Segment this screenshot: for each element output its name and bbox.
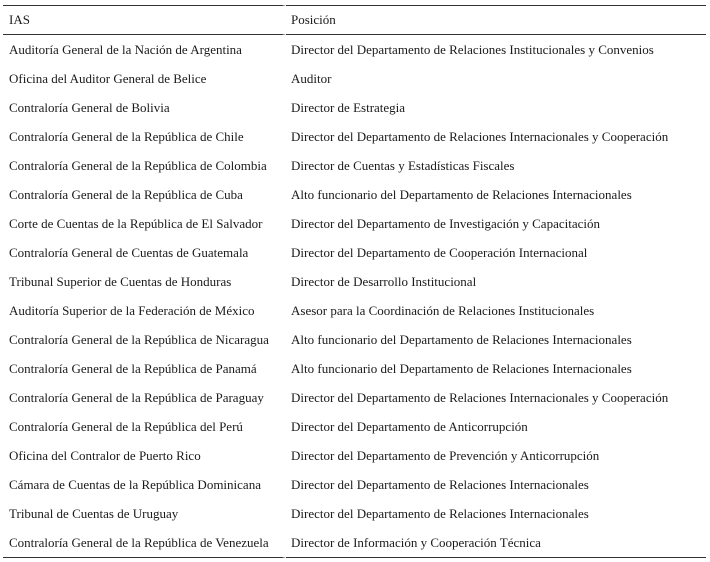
cell-posicion: Director del Departamento de Prevención y Anticorrupción	[291, 447, 600, 463]
ias-positions-table-container	[3, 5, 706, 558]
cell-posicion: Alto funcionario del Departamento de Relaciones Internacionales	[291, 331, 632, 347]
cell-posicion: Auditor	[291, 70, 332, 86]
table-row	[3, 383, 706, 412]
cell-ias: Auditoría General de la Nación de Argentina	[3, 35, 286, 64]
table-row	[3, 325, 706, 354]
cell-posicion: Director del Departamento de Relaciones Internacionales y Cooperación	[291, 128, 669, 144]
cell-ias: Contraloría General de Bolivia	[3, 93, 286, 122]
cell-posicion: Director del Departamento de Cooperación Internacional	[291, 244, 588, 260]
cell-ias: Contraloría General de la República de Venezuela	[3, 528, 286, 558]
table-row	[3, 122, 706, 151]
cell-ias: Contraloría General de Cuentas de Guatemala	[3, 238, 286, 267]
cell-posicion: Alto funcionario del Departamento de Relaciones Internacionales	[291, 360, 632, 376]
cell-ias: Cámara de Cuentas de la República Dominicana	[3, 470, 286, 499]
cell-ias: Contraloría General de la República de Colombia	[3, 151, 286, 180]
table-row	[3, 238, 706, 267]
cell-ias: Contraloría General de la República de Paraguay	[3, 383, 286, 412]
table-body	[3, 35, 706, 558]
ias-positions-table	[3, 5, 706, 558]
cell-posicion: Director del Departamento de Relaciones Institucionales y Convenios	[291, 41, 654, 57]
cell-ias: Contraloría General de la República de Panamá	[3, 354, 286, 383]
table-row	[3, 470, 706, 499]
table-row	[3, 267, 706, 296]
table-row	[3, 528, 706, 558]
cell-posicion: Director del Departamento de Relaciones Internacionales	[291, 476, 589, 492]
cell-ias: Contraloría General de la República de Cuba	[3, 180, 286, 209]
cell-ias: Tribunal Superior de Cuentas de Honduras	[3, 267, 286, 296]
cell-ias: Contraloría General de la República de Nicaragua	[3, 325, 286, 354]
cell-ias: Oficina del Auditor General de Belice	[3, 64, 286, 93]
table-row	[3, 354, 706, 383]
table-row	[3, 93, 706, 122]
table-row	[3, 296, 706, 325]
cell-posicion: Alto funcionario del Departamento de Relaciones Internacionales	[291, 186, 632, 202]
cell-posicion: Director del Departamento de Investigación y Capacitación	[291, 215, 600, 231]
table-row	[3, 499, 706, 528]
cell-posicion: Director de Desarrollo Institucional	[291, 273, 477, 289]
cell-ias: Tribunal de Cuentas de Uruguay	[3, 499, 286, 528]
cell-ias: Contraloría General de la República de Chile	[3, 122, 286, 151]
cell-posicion: Director del Departamento de Anticorrupción	[291, 418, 528, 434]
table-row	[3, 64, 706, 93]
table-row	[3, 209, 706, 238]
cell-ias: Oficina del Contralor de Puerto Rico	[3, 441, 286, 470]
column-header-posicion: Posición	[286, 5, 706, 35]
table-row	[3, 180, 706, 209]
cell-ias: Auditoría Superior de la Federación de México	[3, 296, 286, 325]
cell-posicion: Asesor para la Coordinación de Relaciones Institucionales	[291, 302, 595, 318]
cell-ias: Contraloría General de la República del Perú	[3, 412, 286, 441]
cell-posicion: Director del Departamento de Relaciones Internacionales	[291, 505, 589, 521]
cell-posicion: Director de Estrategia	[291, 99, 406, 115]
cell-posicion: Director del Departamento de Relaciones Internacionales y Cooperación	[291, 389, 669, 405]
table-header-row	[3, 5, 706, 35]
column-header-ias: IAS	[3, 5, 286, 35]
table-row	[3, 412, 706, 441]
table-row	[3, 441, 706, 470]
cell-posicion: Director de Cuentas y Estadísticas Fiscales	[291, 157, 515, 173]
table-row	[3, 35, 706, 64]
cell-posicion: Director de Información y Cooperación Técnica	[286, 528, 706, 558]
table-row	[3, 151, 706, 180]
cell-ias: Corte de Cuentas de la República de El Salvador	[3, 209, 286, 238]
